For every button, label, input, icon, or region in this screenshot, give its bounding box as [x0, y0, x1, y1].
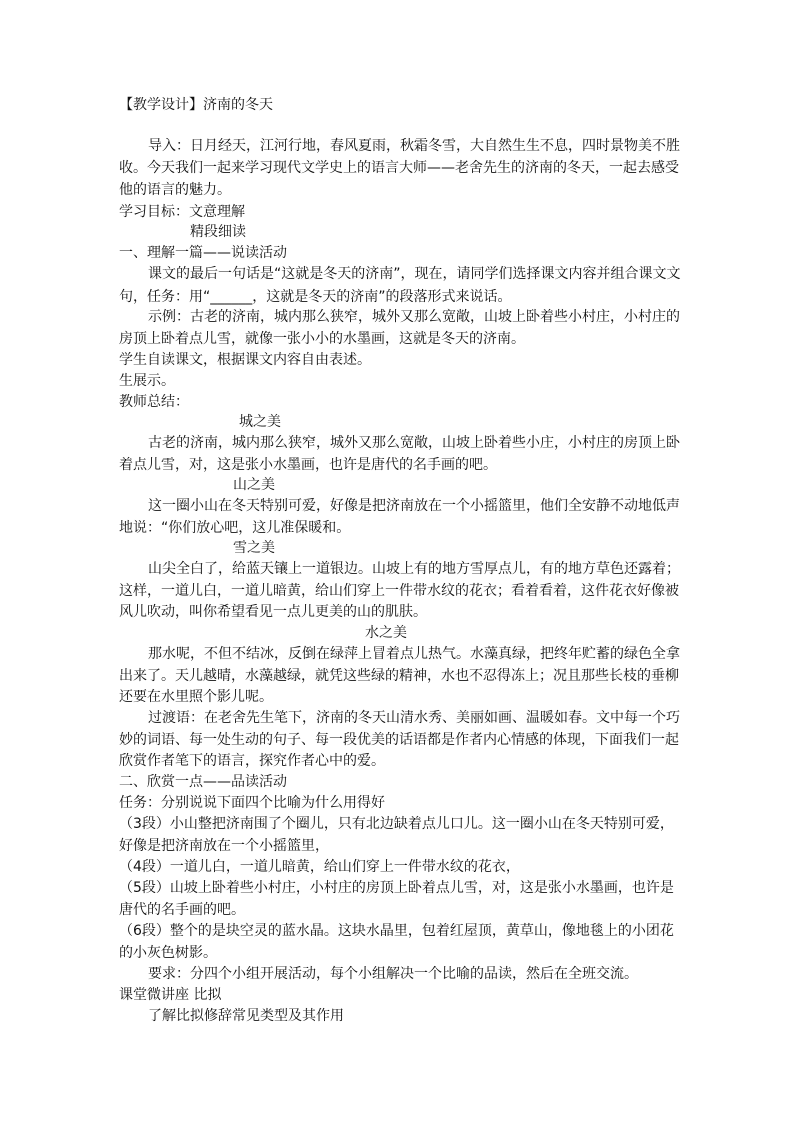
metaphor-5-line-2: 唐代的名手画的吧。 [119, 902, 245, 918]
metaphor-6-line-1: （6段）整个的是块空灵的蓝水晶。这块水晶里，包着红屋顶，黄草山，像地毯上的小团花 [119, 923, 674, 939]
transition-line-1: 过渡语：在老舍先生笔下，济南的冬天山清水秀、美丽如画、温暖如春。文中每一个巧 [148, 710, 680, 726]
snow-beauty-line-3: 风儿吹动，叫你希望看见一点儿更美的山的肌肤。 [119, 604, 427, 620]
water-beauty-line-3: 还要在水里照个影儿呢。 [119, 689, 273, 705]
learning-goals-label: 学习目标：文意理解 [119, 204, 245, 220]
student-reading-line: 学生自读课文，根据课文内容自由表述。 [119, 352, 371, 368]
metaphor-3-line-2: 好像是把济南放在一个小摇篮里， [119, 838, 329, 854]
metaphor-6-line-2: 的小灰色树影。 [119, 945, 217, 961]
snow-beauty-line-2: 这样，一道儿白，一道儿暗黄，给山们穿上一件带水纹的花衣；看着看着，这件花衣好像被 [119, 583, 679, 599]
transition-line-3: 欣赏作者笔下的语言，探究作者心中的爱。 [119, 753, 385, 769]
example-line-1: 示例：古老的济南，城内那么狭窄，城外又那么宽敞，山坡上卧着些小村庄，小村庄的 [148, 309, 680, 325]
city-beauty-line-2: 着点儿雪，对，这是张小水墨画，也许是唐代的名手画的吧。 [119, 457, 497, 473]
section-1-heading: 一、理解一篇——说读活动 [119, 245, 287, 261]
section-2-heading: 二、欣赏一点——品读活动 [119, 774, 287, 790]
intro-line-2: 收。今天我们一起来学习现代文学史上的语言大师——老舍先生的济南的冬天，一起去感受 [119, 160, 679, 176]
learning-goals-item-2: 精段细读 [190, 224, 246, 240]
mountain-beauty-line-2: 地说：“你们放心吧，这儿准保暖和。 [119, 520, 351, 536]
intro-line-1: 导入：日月经天，江河行地，春风夏雨，秋霜冬雪，大自然生生不息，四时景物美不胜 [148, 138, 680, 154]
city-beauty-line-1: 古老的济南，城内那么狭窄，城外又那么宽敞，山坡上卧着些小庄，小村庄的房顶上卧 [148, 435, 680, 451]
water-beauty-heading: 水之美 [365, 625, 407, 641]
mountain-beauty-heading: 山之美 [233, 477, 275, 493]
micro-lecture-heading: 课堂微讲座 比拟 [119, 987, 222, 1003]
city-beauty-heading: 城之美 [239, 414, 281, 430]
snow-beauty-line-1: 山尖全白了，给蓝天镶上一道银边。山坡上有的地方雪厚点儿，有的地方草色还露着； [148, 561, 680, 577]
water-beauty-line-2: 出来了。天儿越晴，水藻越绿，就凭这些绿的精神，水也不忍得冻上；况且那些长枝的垂柳 [119, 668, 679, 684]
section-1-paragraph-1-line-1: 课文的最后一句话是“这就是冬天的济南”，现在，请同学们选择课文内容并组合课文文 [148, 266, 681, 282]
metaphor-4-line: （4段）一道儿白，一道儿暗黄，给山们穿上一件带水纹的花衣， [119, 859, 520, 875]
section-2-requirement: 要求：分四个小组开展活动，每个小组解决一个比喻的品读，然后在全班交流。 [148, 966, 638, 982]
water-beauty-line-1: 那水呢，不但不结冰，反倒在绿萍上冒着点儿热气。水藻真绿，把终年贮蓄的绿色全拿 [148, 646, 680, 662]
document-title: 【教学设计】济南的冬天 [119, 97, 273, 113]
snow-beauty-heading: 雪之美 [233, 540, 275, 556]
mountain-beauty-line-1: 这一圈小山在冬天特别可爱，好像是把济南放在一个小摇篮里，他们全安静不动地低声 [148, 498, 680, 514]
example-line-2: 房顶上卧着点儿雪，就像一张小小的水墨画，这就是冬天的济南。 [119, 331, 525, 347]
metaphor-3-line-1: （3段）小山整把济南围了个圈儿，只有北边缺着点儿口儿。这一圈小山在冬天特别可爱， [119, 816, 674, 832]
section-2-task: 任务：分别说说下面四个比喻为什么用得好 [119, 795, 385, 811]
section-1-paragraph-1-line-2: 句，任务：用“______，这就是冬天的济南”的段落形式来说话。 [119, 289, 512, 305]
transition-line-2: 妙的词语、每一处生动的句子、每一段优美的话语都是作者内心情感的体现，下面我们一起 [119, 732, 679, 748]
metaphor-5-line-1: （5段）山坡上卧着些小村庄，小村庄的房顶上卧着点儿雪，对，这是张小水墨画，也许是 [119, 880, 674, 896]
micro-lecture-line: 了解比拟修辞常见类型及其作用 [148, 1008, 344, 1024]
student-show-line: 生展示。 [119, 373, 175, 389]
intro-line-3: 他的语言的魅力。 [119, 182, 231, 198]
teacher-summary-label: 教师总结： [119, 394, 189, 410]
